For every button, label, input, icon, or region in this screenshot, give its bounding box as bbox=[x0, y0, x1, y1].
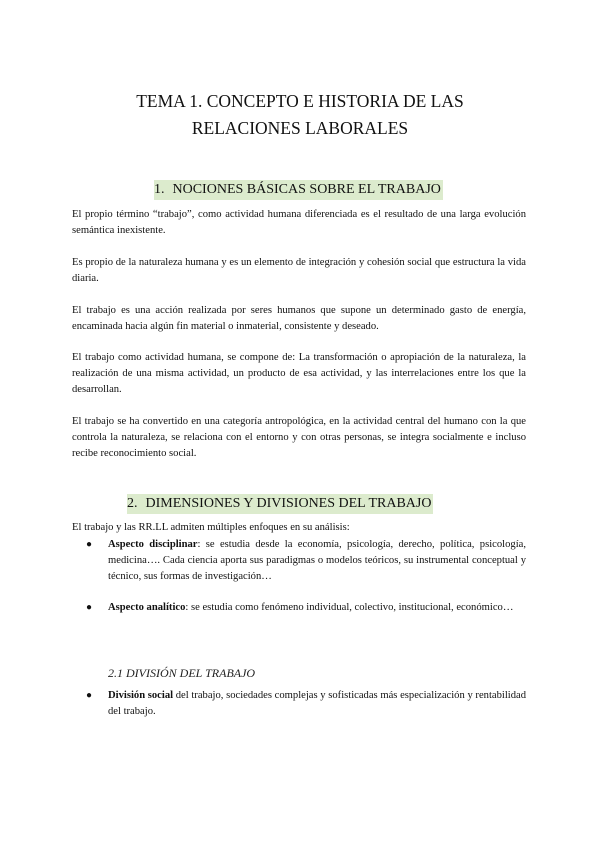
bullet-text: : se estudia desde la economía, psicología, derecho, política, psicología, medicina…. Cada ciencia aporta sus paradigmas o modelos teóricos, su instrumental conceptual y técnico, sus formas de investigación… bbox=[108, 539, 526, 582]
bullet-text: : se estudia como fenómeno individual, colectivo, institucional, económico… bbox=[185, 602, 514, 613]
bullet-term: Aspecto analítico bbox=[108, 602, 186, 613]
section-1-paragraph-2: Es propio de la naturaleza humana y es un elemento de integración y cohesión social que estructura la vida diaria. bbox=[72, 257, 526, 284]
subsection-2-1-bullet-list bbox=[72, 688, 526, 720]
section-1-paragraph-1: El propio término “trabajo”, como actividad humana diferenciada es el resultado de una larga evolución semántica inexistente. bbox=[72, 209, 526, 236]
section-1-heading bbox=[154, 180, 443, 200]
section-1-number: 1. bbox=[154, 182, 165, 197]
bullet-term: División social bbox=[108, 690, 174, 701]
section-2-heading bbox=[127, 494, 433, 514]
title-line-1: TEMA 1. CONCEPTO E HISTORIA DE LAS bbox=[136, 91, 464, 111]
section-1-title: NOCIONES BÁSICAS SOBRE EL TRABAJO bbox=[172, 182, 441, 197]
list-item bbox=[72, 537, 526, 585]
bullet-text: del trabajo, sociedades complejas y sofisticadas más especialización y rentabilidad del trabajo. bbox=[108, 690, 527, 717]
bullet-icon: ● bbox=[86, 690, 93, 701]
section-2-bullet-list bbox=[72, 537, 526, 585]
bullet-term: Aspecto disciplinar bbox=[108, 539, 198, 550]
section-2-number: 2. bbox=[127, 496, 138, 511]
bullet-icon: ● bbox=[86, 602, 93, 613]
section-2-title: DIMENSIONES Y DIVISIONES DEL TRABAJO bbox=[145, 496, 432, 511]
bullet-icon: ● bbox=[86, 539, 93, 550]
list-item bbox=[72, 600, 526, 616]
section-1-paragraph-4: El trabajo como actividad humana, se compone de: La transformación o apropiación de la naturaleza, la realización de una misma actividad, un producto de esa actividad, y las interrelaciones entre los que la desarrollan. bbox=[72, 352, 526, 395]
list-item bbox=[72, 688, 526, 720]
title-line-2: RELACIONES LABORALES bbox=[191, 118, 409, 138]
section-2-intro: El trabajo y las RR.LL admiten múltiples enfoques en su análisis: bbox=[72, 522, 350, 533]
section-2-bullet-list-2 bbox=[72, 600, 526, 616]
section-1-paragraph-3: El trabajo es una acción realizada por seres humanos que supone un determinado gasto de energía, encaminada hacia algún fin material o inmaterial, consistente y deseado. bbox=[72, 305, 526, 332]
section-1-paragraph-5: El trabajo se ha convertido en una categoría antropológica, en la actividad central del humano con la que controla la naturaleza, se relaciona con el entorno y con otras personas, se integra socialmente e incluso recibe reconocimiento social. bbox=[72, 416, 526, 459]
subsection-2-1-heading: 2.1 DIVISIÓN DEL TRABAJO bbox=[108, 666, 256, 680]
document-title bbox=[0, 88, 600, 142]
